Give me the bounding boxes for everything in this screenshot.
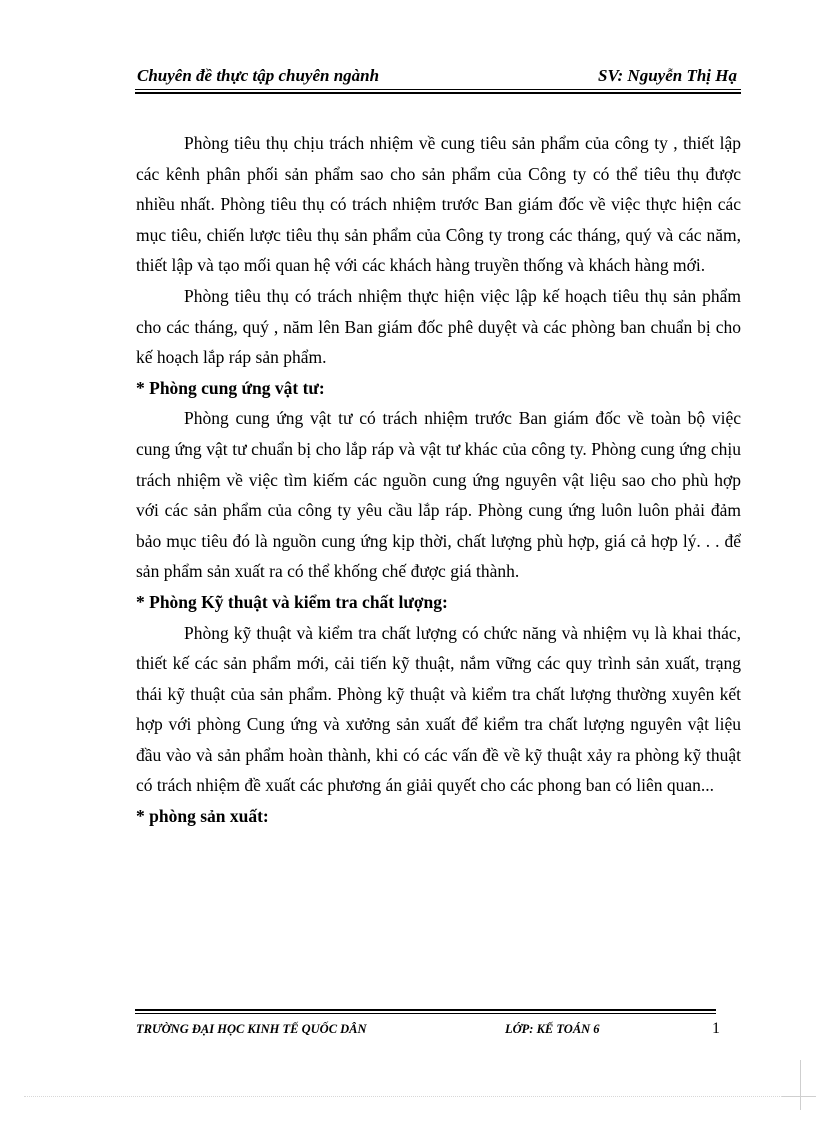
paragraph-sales-dept-duties: Phòng tiêu thụ chịu trách nhiệm về cung tiêu sản phẩm của công ty , thiết lập các kênh phân phối sản phẩm sao cho sản phẩm của Công ty có thể tiêu thụ được nhiều nhất. Phòng tiêu thụ có trách nhiệm trước Ban giám đốc về việc thực hiện các mục tiêu, chiến lược tiêu thụ sản phẩm của Công ty trong các tháng, quý và các năm, thiết lập và tạo mối quan hệ với các khách hàng truyền thống và khách hàng mới.	[136, 133, 741, 276]
header-student-name: SV: Nguyễn Thị Hạ	[597, 66, 737, 85]
document-body	[136, 128, 741, 832]
paragraph-sales-dept-planning: Phòng tiêu thụ có trách nhiệm thực hiện việc lập kế hoạch tiêu thụ sản phẩm cho các tháng, quý , năm lên Ban giám đốc phê duyệt và các phòng ban chuẩn bị cho kế hoạch lắp ráp sản phẩm.	[136, 285, 741, 368]
heading-technical-qc-dept: * Phòng Kỹ thuật và kiểm tra chất lượng:	[136, 591, 448, 612]
paragraph-supply-dept: Phòng cung ứng vật tư có trách nhiệm trước Ban giám đốc về toàn bộ việc cung ứng vật tư chuẩn bị cho lắp ráp và vật tư khác của công ty. Phòng cung ứng chịu trách nhiệm về việc tìm kiếm các nguồn cung ứng nguyên vật liệu sao cho phù hợp với các sản phẩm của công ty yêu cầu lắp ráp. Phòng cung ứng luôn luôn phải đảm bảo mục tiêu đó là nguồn cung ứng kịp thời, chất lượng phù hợp, giá cả hợp lý. . . để sản phẩm sản xuất ra có thể khống chế được giá thành.	[136, 408, 741, 582]
footer-school-name: TRƯỜNG ĐẠI HỌC KINH TẾ QUỐC DÂN	[136, 1022, 367, 1036]
page-footer	[136, 1020, 720, 1042]
heading-supply-dept: * Phòng cung ứng vật tư:	[136, 377, 325, 398]
header-title: Chuyên đề thực tập chuyên ngành	[137, 66, 380, 85]
page-number: 1	[712, 1020, 720, 1037]
page-corner-mark	[782, 1096, 816, 1097]
paragraph-technical-qc-dept: Phòng kỹ thuật và kiểm tra chất lượng có chức năng và nhiệm vụ là khai thác, thiết kế các sản phẩm mới, cải tiến kỹ thuật, nắm vững các quy trình sản xuất, trạng thái kỹ thuật của sản phẩm. Phòng kỹ thuật và kiểm tra chất lượng thường xuyên kết hợp với phòng Cung ứng và xưởng sản xuất để kiểm tra chất lượng nguyên vật liệu đầu vào và sản phẩm hoàn thành, khi có các vấn đề về kỹ thuật xảy ra phòng kỹ thuật có trách nhiệm đề xuất các phương án giải quyết cho các phong ban có liên quan...	[136, 622, 741, 796]
header-rule	[135, 89, 741, 94]
page-edge-line	[24, 1096, 794, 1097]
page-corner-mark	[800, 1060, 801, 1110]
footer-rule	[135, 1009, 716, 1014]
footer-class-name: LỚP: KẾ TOÁN 6	[505, 1022, 600, 1036]
page-header	[137, 64, 741, 90]
heading-production-dept: * phòng sản xuất:	[136, 806, 269, 827]
